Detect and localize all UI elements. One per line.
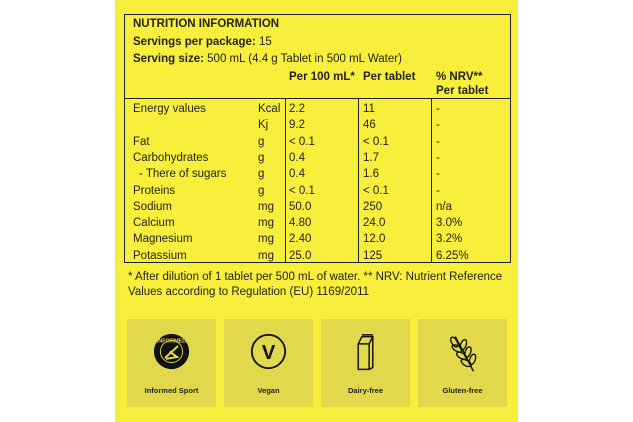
nutrient-name: Sodium xyxy=(133,200,172,213)
value-nrv: - xyxy=(436,119,440,132)
nutrient-name: Carbohydrates xyxy=(133,151,209,164)
badge-label: Vegan xyxy=(257,386,280,395)
serving-size-value: 500 mL (4.4 g Tablet in 500 mL Water) xyxy=(207,53,402,65)
unit: mg xyxy=(258,217,274,230)
serving-size-label: Serving size: xyxy=(133,53,204,65)
unit: g xyxy=(258,151,265,164)
value-nrv: 3.2% xyxy=(436,233,463,246)
table-row xyxy=(125,215,510,231)
value-nrv: 6.25% xyxy=(436,249,469,262)
unit: g xyxy=(258,168,265,181)
value-per-tablet: 1.7 xyxy=(363,151,379,164)
vegan-v-icon xyxy=(250,333,287,370)
badge-label: Gluten-free xyxy=(442,386,483,395)
nutrient-name: Magnesium xyxy=(133,233,193,246)
table-row xyxy=(125,231,510,247)
value-per-100ml: < 0.1 xyxy=(289,184,315,197)
col-header-per100: Per 100 mL* xyxy=(289,71,355,83)
value-per-100ml: 0.4 xyxy=(289,168,305,181)
badge-label: Dairy-free xyxy=(347,386,384,395)
value-nrv: - xyxy=(436,103,440,115)
value-per-100ml: 2.40 xyxy=(289,233,312,246)
unit: g xyxy=(258,135,265,148)
value-nrv: 3.0% xyxy=(436,217,463,230)
value-per-tablet: 250 xyxy=(363,200,383,213)
col-header-per-tablet: Per tablet xyxy=(363,71,416,83)
table-row xyxy=(125,199,510,215)
nutrient-name: Energy values xyxy=(133,103,206,115)
value-per-tablet: 1.6 xyxy=(363,168,379,181)
value-per-100ml: 9.2 xyxy=(289,119,305,132)
nutrient-name: Proteins xyxy=(133,184,176,197)
value-per-tablet: 12.0 xyxy=(363,233,386,246)
badge-label: Informed Sport xyxy=(144,386,199,395)
table-row xyxy=(125,117,510,133)
milk-carton-icon xyxy=(347,333,384,373)
unit: g xyxy=(258,184,265,197)
servings-per-package xyxy=(133,36,272,48)
footnote: * After dilution of 1 tablet per 500 mL of water. ** NRV: Nutrient Reference Values according to Regulation (EU) 1169/2011 xyxy=(128,271,503,298)
value-per-100ml: 2.2 xyxy=(289,103,305,115)
unit: Kcal xyxy=(258,103,281,115)
unit: mg xyxy=(258,200,274,213)
value-per-tablet: 125 xyxy=(363,249,383,262)
table-title: NUTRITION INFORMATION xyxy=(133,18,280,30)
unit: Kj xyxy=(258,119,269,132)
value-per-tablet: < 0.1 xyxy=(363,184,389,197)
badge-vegan xyxy=(224,319,313,407)
value-nrv: - xyxy=(436,135,440,148)
svg-text:INFORMED: INFORMED xyxy=(156,338,187,345)
nutrient-name: Potassium xyxy=(133,249,187,262)
servings-label: Servings per package: xyxy=(133,36,256,48)
value-per-100ml: < 0.1 xyxy=(289,135,315,148)
servings-value: 15 xyxy=(258,36,272,48)
value-per-tablet: 24.0 xyxy=(363,217,386,230)
nutrient-name: Calcium xyxy=(133,217,175,230)
col-header-nrv-sub: Per tablet xyxy=(436,85,489,97)
unit: mg xyxy=(258,233,274,246)
value-per-100ml: 4.80 xyxy=(289,217,312,230)
unit: mg xyxy=(258,249,274,262)
value-nrv: n/a xyxy=(436,200,452,213)
table-row xyxy=(125,134,510,150)
col-header-nrv: % NRV** xyxy=(436,71,483,83)
table-row xyxy=(125,166,510,182)
value-nrv: - xyxy=(436,151,440,164)
svg-text:V: V xyxy=(261,341,276,364)
header-divider xyxy=(125,98,510,99)
table-row xyxy=(125,150,510,166)
value-per-tablet: 46 xyxy=(363,119,376,132)
badge-gluten-free xyxy=(418,319,507,407)
badge-informed-sport xyxy=(127,319,216,407)
value-per-100ml: 0.4 xyxy=(289,151,305,164)
value-per-tablet: < 0.1 xyxy=(363,135,389,148)
value-nrv: - xyxy=(436,168,440,181)
table-row xyxy=(125,101,510,117)
value-per-tablet: 11 xyxy=(363,103,375,115)
wheat-icon xyxy=(444,333,481,373)
nutrient-name: Fat xyxy=(133,135,150,148)
value-nrv: - xyxy=(436,184,440,197)
nutrient-name: - There of sugars xyxy=(139,168,227,181)
nutrition-table xyxy=(124,14,511,263)
table-row xyxy=(125,248,510,264)
serving-size xyxy=(133,53,402,65)
value-per-100ml: 50.0 xyxy=(289,200,312,213)
value-per-100ml: 25.0 xyxy=(289,249,312,262)
informed-sport-logo-icon xyxy=(153,333,190,370)
badge-dairy-free xyxy=(321,319,410,407)
table-row xyxy=(125,183,510,199)
